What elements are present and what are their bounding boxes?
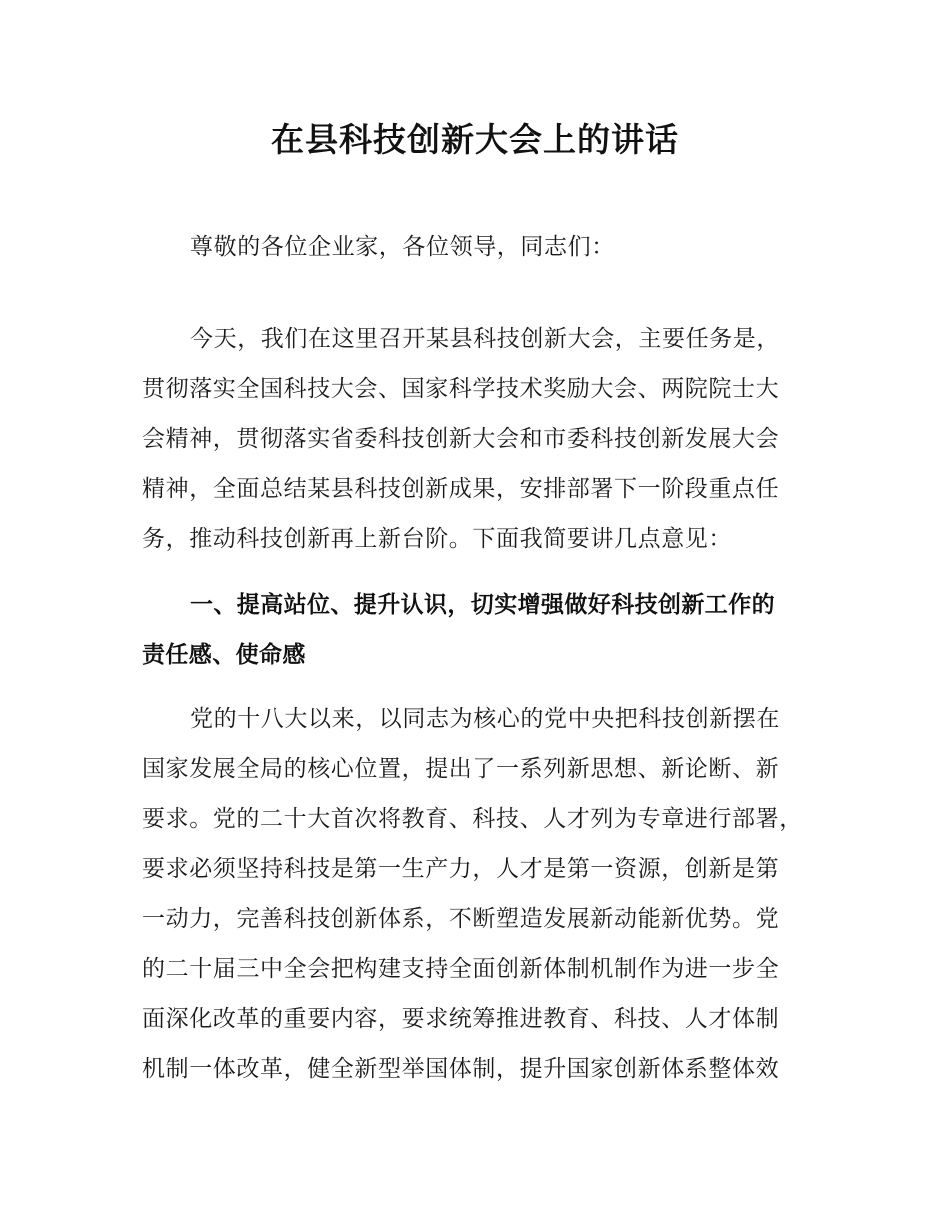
intro-line-4: 精神，全面总结某县科技创新成果，安排部署下一阶段重点任 bbox=[142, 476, 780, 502]
section-1-line-5: 一动力，完善科技创新体系，不断塑造发展新动能新优势。党 bbox=[142, 906, 780, 932]
intro-paragraph bbox=[142, 314, 814, 564]
section-1-heading-line-1: 一、提高站位、提升认识，切实增强做好科技创新工作的 bbox=[190, 592, 775, 618]
intro-line-3: 会精神，贯彻落实省委科技创新大会和市委科技创新发展大会 bbox=[142, 426, 780, 452]
section-1-line-2: 国家发展全局的核心位置，提出了一系列新思想、新论断、新 bbox=[142, 756, 780, 782]
intro-line-1: 今天，我们在这里召开某县科技创新大会，主要任务是， bbox=[190, 326, 780, 352]
section-1-line-4: 要求必须坚持科技是第一生产力，人才是第一资源，创新是第 bbox=[142, 856, 780, 882]
intro-line-2: 贯彻落实全国科技大会、国家科学技术奖励大会、两院院士大 bbox=[142, 376, 780, 402]
section-1-line-1: 党的十八大以来，以同志为核心的党中央把科技创新摆在 bbox=[190, 706, 780, 732]
intro-line-5: 务，推动科技创新再上新台阶。下面我简要讲几点意见： bbox=[142, 526, 732, 552]
section-1-paragraph bbox=[142, 694, 814, 1094]
greeting-paragraph bbox=[142, 222, 814, 272]
section-1-line-3: 要求。党的二十大首次将教育、科技、人才列为专章进行部署， bbox=[142, 806, 803, 832]
section-1-line-6: 的二十届三中全会把构建支持全面创新体制机制作为进一步全 bbox=[142, 956, 780, 982]
section-1-heading-line-2: 责任感、使命感 bbox=[142, 642, 306, 668]
section-1-heading bbox=[142, 580, 814, 680]
greeting-line: 尊敬的各位企业家，各位领导，同志们： bbox=[190, 234, 615, 260]
document-title: 在县科技创新大会上的讲话 bbox=[271, 120, 679, 159]
section-1-line-8: 机制一体改革，健全新型举国体制，提升国家创新体系整体效 bbox=[142, 1056, 780, 1082]
section-1-line-7: 面深化改革的重要内容，要求统筹推进教育、科技、人才体制 bbox=[142, 1006, 780, 1032]
